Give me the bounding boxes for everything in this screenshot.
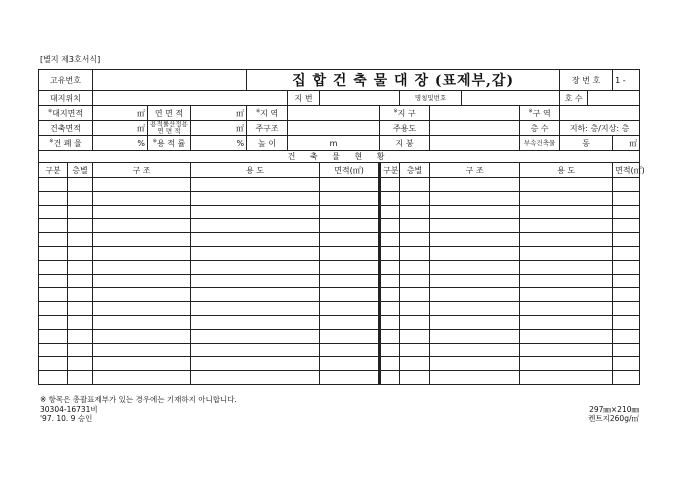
- table-cell: [93, 233, 191, 247]
- table-cell: [320, 343, 380, 357]
- table-cell: [380, 260, 400, 274]
- ratio-row: [39, 136, 640, 151]
- building-status-rows: [39, 178, 640, 385]
- table-cell: [520, 205, 613, 219]
- table-cell: [68, 371, 93, 385]
- table-cell: [430, 246, 520, 260]
- table-cell: [613, 274, 640, 288]
- table-cell: [191, 246, 320, 260]
- table-cell: [400, 205, 430, 219]
- site-label: 대지위치: [39, 91, 93, 106]
- table-cell: [320, 315, 380, 329]
- table-cell: [39, 357, 68, 371]
- roof-value: [430, 136, 520, 151]
- table-cell: [320, 233, 380, 247]
- table-cell: [39, 329, 68, 343]
- table-cell: [613, 219, 640, 233]
- note-mark: ※: [47, 107, 53, 114]
- table-cell: [520, 288, 613, 302]
- table-cell: [93, 246, 191, 260]
- table-cell: [400, 260, 430, 274]
- table-cell: [191, 288, 320, 302]
- table-cell: [93, 178, 191, 192]
- table-cell: [400, 219, 430, 233]
- table-cell: [320, 205, 380, 219]
- table-cell: [68, 288, 93, 302]
- table-cell: [613, 302, 640, 316]
- table-cell: [613, 178, 640, 192]
- table-cell: [400, 246, 430, 260]
- unique-no-value: [93, 70, 247, 91]
- building-register-form: [38, 69, 645, 385]
- unit-count-value: [588, 91, 640, 106]
- table-cell: [93, 315, 191, 329]
- col-area-right: 면적(㎡): [613, 163, 640, 178]
- table-row: [39, 260, 640, 274]
- table-cell: [520, 233, 613, 247]
- table-cell: [430, 357, 520, 371]
- table-cell: [93, 302, 191, 316]
- table-cell: [380, 178, 400, 192]
- table-cell: [191, 302, 320, 316]
- table-cell: [68, 274, 93, 288]
- table-cell: [191, 191, 320, 205]
- table-cell: [320, 357, 380, 371]
- table-cell: [520, 343, 613, 357]
- sector-label: ※구 역: [520, 106, 560, 121]
- lot-value: [320, 91, 400, 106]
- table-cell: [68, 205, 93, 219]
- site-area-label: ※대지면적: [39, 106, 93, 121]
- table-cell: [430, 233, 520, 247]
- table-cell: [191, 205, 320, 219]
- lot-label: 지 번: [288, 91, 320, 106]
- table-cell: [68, 315, 93, 329]
- table-cell: [68, 260, 93, 274]
- table-row: [39, 371, 640, 385]
- table-cell: [430, 343, 520, 357]
- table-cell: [380, 274, 400, 288]
- table-cell: [380, 191, 400, 205]
- table-cell: [191, 219, 320, 233]
- table-cell: [191, 274, 320, 288]
- table-cell: [320, 178, 380, 192]
- table-cell: [380, 302, 400, 316]
- form-label: [별지 제3호서식]: [40, 55, 101, 64]
- table-cell: [520, 329, 613, 343]
- table-cell: [430, 302, 520, 316]
- far-unit: %: [191, 136, 247, 151]
- table-cell: [380, 205, 400, 219]
- table-cell: [191, 371, 320, 385]
- table-cell: [320, 219, 380, 233]
- footer-note: ※ 항목은 총괄표제부가 있는 경우에는 기재하지 아니합니다.: [40, 395, 237, 404]
- table-cell: [613, 371, 640, 385]
- table-cell: [68, 191, 93, 205]
- table-cell: [430, 178, 520, 192]
- annex-label: 부속건축물: [520, 136, 560, 151]
- table-cell: [380, 315, 400, 329]
- table-cell: [39, 343, 68, 357]
- table-cell: [430, 371, 520, 385]
- table-cell: [520, 274, 613, 288]
- table-cell: [400, 302, 430, 316]
- table-cell: [430, 274, 520, 288]
- table-row: [39, 343, 640, 357]
- table-cell: [400, 288, 430, 302]
- area-row: [39, 106, 640, 121]
- main-use-label: 주용도: [380, 121, 430, 136]
- table-cell: [380, 233, 400, 247]
- table-cell: [39, 205, 68, 219]
- table-cell: [613, 357, 640, 371]
- floors-value: 지하: 층/지상: 층: [560, 121, 640, 136]
- table-row: [39, 302, 640, 316]
- name-no-label: 명칭및번호: [400, 91, 462, 106]
- col-use-left: 용 도: [191, 163, 320, 178]
- table-cell: [191, 178, 320, 192]
- table-cell: [613, 343, 640, 357]
- table-cell: [191, 329, 320, 343]
- table-cell: [191, 357, 320, 371]
- zone-value: [430, 106, 520, 121]
- table-cell: [39, 219, 68, 233]
- table-row: [39, 178, 640, 192]
- table-cell: [520, 371, 613, 385]
- section-title: 건 축 물 현 황: [39, 151, 640, 163]
- table-cell: [430, 329, 520, 343]
- coverage-unit: %: [93, 136, 148, 151]
- table-row: [39, 357, 640, 371]
- title-row: [39, 70, 640, 91]
- site-area-unit: ㎡: [93, 106, 148, 121]
- table-cell: [320, 302, 380, 316]
- bldg-area-unit: ㎡: [93, 121, 148, 136]
- table-cell: [520, 260, 613, 274]
- table-cell: [613, 233, 640, 247]
- table-row: [39, 329, 640, 343]
- columns-header-row: [39, 163, 640, 178]
- table-cell: [93, 357, 191, 371]
- table-cell: [613, 205, 640, 219]
- table-cell: [39, 191, 68, 205]
- table-cell: [39, 246, 68, 260]
- table-cell: [191, 260, 320, 274]
- far-floor-area-label: 용적률산정용 연 면 적: [148, 121, 191, 136]
- table-cell: [39, 233, 68, 247]
- col-structure-left: 구 조: [93, 163, 191, 178]
- section-title-row: [39, 151, 640, 163]
- table-cell: [430, 288, 520, 302]
- table-cell: [320, 329, 380, 343]
- table-cell: [93, 205, 191, 219]
- table-cell: [39, 274, 68, 288]
- table-cell: [93, 343, 191, 357]
- name-no-value: [462, 91, 560, 106]
- table-cell: [39, 315, 68, 329]
- col-floor-left: 층별: [68, 163, 93, 178]
- table-cell: [400, 371, 430, 385]
- table-cell: [430, 260, 520, 274]
- table-cell: [380, 288, 400, 302]
- table-cell: [520, 191, 613, 205]
- floors-label: 층 수: [520, 121, 560, 136]
- table-cell: [520, 315, 613, 329]
- table-cell: [191, 233, 320, 247]
- table-cell: [93, 274, 191, 288]
- site-row: [39, 91, 640, 106]
- table-cell: [613, 191, 640, 205]
- table-cell: [68, 233, 93, 247]
- table-cell: [613, 329, 640, 343]
- sector-value: [560, 106, 640, 121]
- district-value: [288, 106, 380, 121]
- footer-paper: 켄트지260g/㎡: [588, 414, 639, 423]
- table-cell: [380, 219, 400, 233]
- main-structure-value: [288, 121, 380, 136]
- table-cell: [68, 343, 93, 357]
- table-row: [39, 246, 640, 260]
- table-cell: [380, 246, 400, 260]
- footer-size: 297㎜×210㎜: [589, 405, 639, 414]
- table-cell: [613, 315, 640, 329]
- table-cell: [320, 191, 380, 205]
- building-row: [39, 121, 640, 136]
- sheet-no-value: 1 -: [613, 70, 640, 91]
- floor-area-label: 연 면 적: [148, 106, 191, 121]
- table-cell: [430, 219, 520, 233]
- table-cell: [93, 191, 191, 205]
- col-type-right: 구분: [380, 163, 400, 178]
- annex-area-unit: ㎡: [613, 136, 640, 151]
- table-cell: [520, 219, 613, 233]
- col-use-right: 용 도: [520, 163, 613, 178]
- table-cell: [68, 178, 93, 192]
- table-cell: [400, 191, 430, 205]
- table-cell: [320, 246, 380, 260]
- col-area-left: 면적(㎡): [320, 163, 380, 178]
- table-cell: [93, 260, 191, 274]
- table-cell: [430, 315, 520, 329]
- table-cell: [68, 302, 93, 316]
- table-row: [39, 315, 640, 329]
- table-cell: [613, 288, 640, 302]
- table-cell: [39, 302, 68, 316]
- annex-unit: 동: [560, 136, 613, 151]
- table-cell: [320, 274, 380, 288]
- table-cell: [39, 288, 68, 302]
- table-cell: [68, 357, 93, 371]
- table-cell: [68, 219, 93, 233]
- table-cell: [400, 343, 430, 357]
- table-row: [39, 205, 640, 219]
- table-cell: [93, 219, 191, 233]
- table-cell: [520, 246, 613, 260]
- floor-area-unit: ㎡: [191, 106, 247, 121]
- table-cell: [93, 288, 191, 302]
- col-structure-right: 구 조: [430, 163, 520, 178]
- table-cell: [68, 329, 93, 343]
- table-cell: [320, 371, 380, 385]
- roof-label: 지 붕: [380, 136, 430, 151]
- table-cell: [613, 260, 640, 274]
- table-cell: [68, 246, 93, 260]
- table-row: [39, 274, 640, 288]
- footer-approval: '97. 10. 9 승인: [40, 414, 93, 423]
- table-cell: [520, 302, 613, 316]
- table-row: [39, 233, 640, 247]
- sheet-no-label: 장 번 호: [560, 70, 613, 91]
- table-cell: [400, 357, 430, 371]
- table-cell: [93, 329, 191, 343]
- table-cell: [39, 371, 68, 385]
- table-cell: [320, 288, 380, 302]
- zone-label: ※지 구: [380, 106, 430, 121]
- col-floor-right: 층별: [400, 163, 430, 178]
- table-cell: [39, 178, 68, 192]
- table-cell: [400, 329, 430, 343]
- table-cell: [191, 343, 320, 357]
- main-use-value: [430, 121, 520, 136]
- table-row: [39, 288, 640, 302]
- unique-no-label: 고유번호: [39, 70, 93, 91]
- table-cell: [400, 233, 430, 247]
- coverage-label: ※건 폐 율: [39, 136, 93, 151]
- table-row: [39, 219, 640, 233]
- far-label: ※용 적 률: [148, 136, 191, 151]
- district-label: ※지 역: [247, 106, 288, 121]
- table-cell: [39, 260, 68, 274]
- table-cell: [400, 315, 430, 329]
- table-cell: [380, 343, 400, 357]
- main-structure-label: 주구조: [247, 121, 288, 136]
- table-cell: [380, 357, 400, 371]
- col-type-left: 구분: [39, 163, 68, 178]
- bldg-area-label: 건축면적: [39, 121, 93, 136]
- table-cell: [380, 329, 400, 343]
- table-cell: [191, 315, 320, 329]
- table-cell: [400, 178, 430, 192]
- height-unit: m: [288, 136, 380, 151]
- table-cell: [380, 371, 400, 385]
- unit-count-label: 호 수: [560, 91, 588, 106]
- table-cell: [400, 274, 430, 288]
- site-value: [93, 91, 288, 106]
- table-cell: [430, 191, 520, 205]
- far-floor-area-unit: ㎡: [191, 121, 247, 136]
- table-cell: [93, 371, 191, 385]
- height-label: 높 이: [247, 136, 288, 151]
- table-cell: [320, 260, 380, 274]
- table-row: [39, 191, 640, 205]
- table-cell: [520, 357, 613, 371]
- table-cell: [613, 246, 640, 260]
- table-cell: [520, 178, 613, 192]
- form-title: 집 합 건 축 물 대 장 (표제부,갑): [247, 70, 560, 91]
- footer-code: 30304-16731비: [40, 405, 98, 414]
- table-cell: [430, 205, 520, 219]
